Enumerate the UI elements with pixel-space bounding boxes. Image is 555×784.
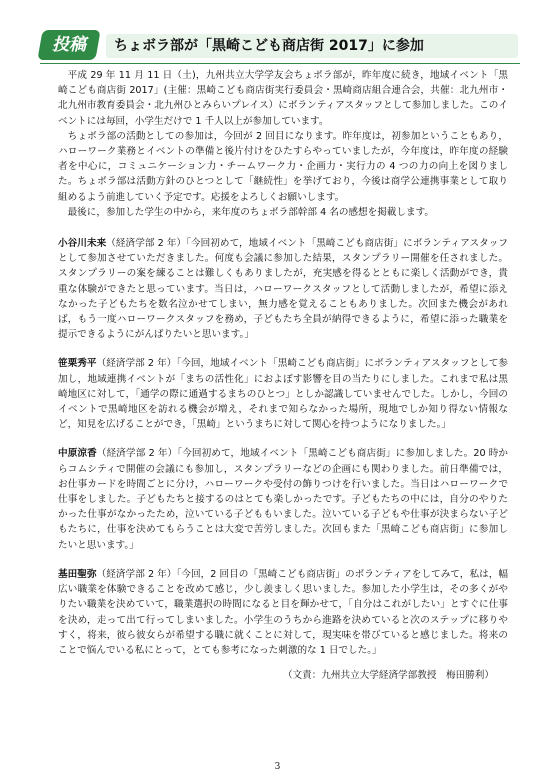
author-credit: （文責：九州共立大学経済学部教授 梅田勝利）	[282, 669, 494, 681]
intro-paragraph: 最後に，参加した学生の中から，来年度のちょボラ部幹部 4 名の感想を掲載します。	[67, 206, 434, 218]
intro-paragraph: ちょボラ部の活動としての参加は，今回が 2 回目になります。昨年度は，初参加ということもあり，ハローワーク業務とイベントの準備と後片付けをひたすらやっていましたが，今年度は，昨年度の経験者を中心に，コミュニケーション力・チームワーク力・企画力・実行力の 4 つの力の向上を図りました。ちょボラ部は活動方針のひとつとして「継続性」を挙げており，今後は商学公連携事業として取り組めるよう前進していく予定です。応援をよろしくお願いします。	[58, 130, 508, 203]
student-department: （経済学部 2 年）	[96, 568, 177, 580]
article-body	[58, 68, 508, 693]
student-essay	[58, 236, 508, 342]
essay-text: 「今回，2 回目の「黒崎こども商店街」のボランティアをしてみて，私は，幅広い職業を体験できることを改めて感じ，少し羨ましく思いました。参加した小学生は，その多くがやりたい職業を決めていて，職業選択の時間になると目を輝かせて，「自分はこれがしたい」とすぐに仕事を決め，走って出て行ってしまいました。小学生のうちから進路を決めていると次のステップに移りやすく，将来，彼ら彼女らが希望する職に就くことに対して，現実味を帯びていると感じました。将来のことで悩んでいる私にとって，とても参考になった刺激的な 1 日でした。」	[58, 568, 508, 656]
student-department: （経済学部 2 年）	[96, 448, 178, 460]
student-name: 小谷川未来	[58, 238, 107, 250]
intro-paragraph: 平成 29 年 11 月 11 日（土)，九州共立大学学友会ちょボラ部が，昨年度に続き，地域イベント「黒崎こども商店街 2017」(主催：黒崎こども商店街実行委員会・黒崎商店組合連合会，共催：北九州市・北九州市教育委員会・北九州ひとみらいプレイス）にボランティアスタッフとして参加しました。このイベントには毎回，小学生だけで 1 千人以上が参加しています。	[58, 70, 508, 127]
header-divider	[40, 63, 520, 64]
student-name: 笹栗秀平	[58, 358, 97, 370]
article-title: ちょボラ部が「黒崎こども商店街 2017」に参加	[114, 38, 424, 54]
student-essay	[58, 446, 508, 552]
student-department: （経済学部 2 年）	[106, 238, 187, 250]
intro-section	[58, 68, 508, 220]
essay-text: 「今回，地域イベント「黒崎こども商店街」にボランティアスタッフとして参加し，地域連携イベントが「まちの活性化」におよぼす影響を目の当たりにしました。これまで私は黒崎地区に対して，「通学の際に通過するまちのひとつ」としか認識していませんでした。しかし，今回のイベントで黒崎地区を訪れる機会が増え，それまで知らなかった場所，現地でしか知り得ない情報など，知見を広げることができ，「黒崎」というまちに対して関心を持つようになりました。」	[58, 358, 509, 431]
contribution-badge-label: 投稿	[52, 35, 86, 55]
student-department: （経済学部 2 年）	[96, 358, 177, 370]
article-header	[40, 30, 520, 62]
student-essay	[58, 567, 508, 658]
essay-text: 「今回初めて，地域イベント「黒崎こども商店街」にボランティアスタッフとして参加させていただきました。何度も会議に参加した結果，スタンプラリー開催を任されました。スタンプラリーの案を練ることは難しくもありましたが，充実感を得るとともに楽しく活動ができ，貴重な体験ができたと思っています。当日は，ハローワークスタッフとして活動しましたが，希望に添えなかった子どもたちを数名泣かせてしまい，無力感を覚えることもありました。次回また機会があれば，もう一度ハローワークスタッフを務め，子どもたち全員が納得できるように，希望に添った職業を提示できるようにがんばりたいと思います。」	[58, 238, 509, 341]
student-name: 基田聖弥	[58, 568, 97, 580]
student-name: 中原涼香	[58, 448, 97, 460]
essay-text: 「今回初めて，地域イベント「黒崎こども商店街」に参加しました。20 時からコムシティで開催の会議にも参加し，スタンプラリーなどの企画にも関わりました。前日準備では，お仕事カードを時間ごとに分け，ハローワークや受付の飾りつけを行いました。当日はハローワークで仕事をしました。子どもたちと接するのはとても楽しかったです。子どもたちの中には，自分のやりたかった仕事がなかったため，泣いている子どももいました。泣いている子どもや仕事が決まらない子どもたちに，仕事を決めてもらうことは大変で苦労しました。次回もまた「黒崎こども商店街」に参加したいと思います。」	[58, 448, 509, 551]
page-number: 3	[274, 762, 281, 772]
student-essay	[58, 356, 508, 432]
